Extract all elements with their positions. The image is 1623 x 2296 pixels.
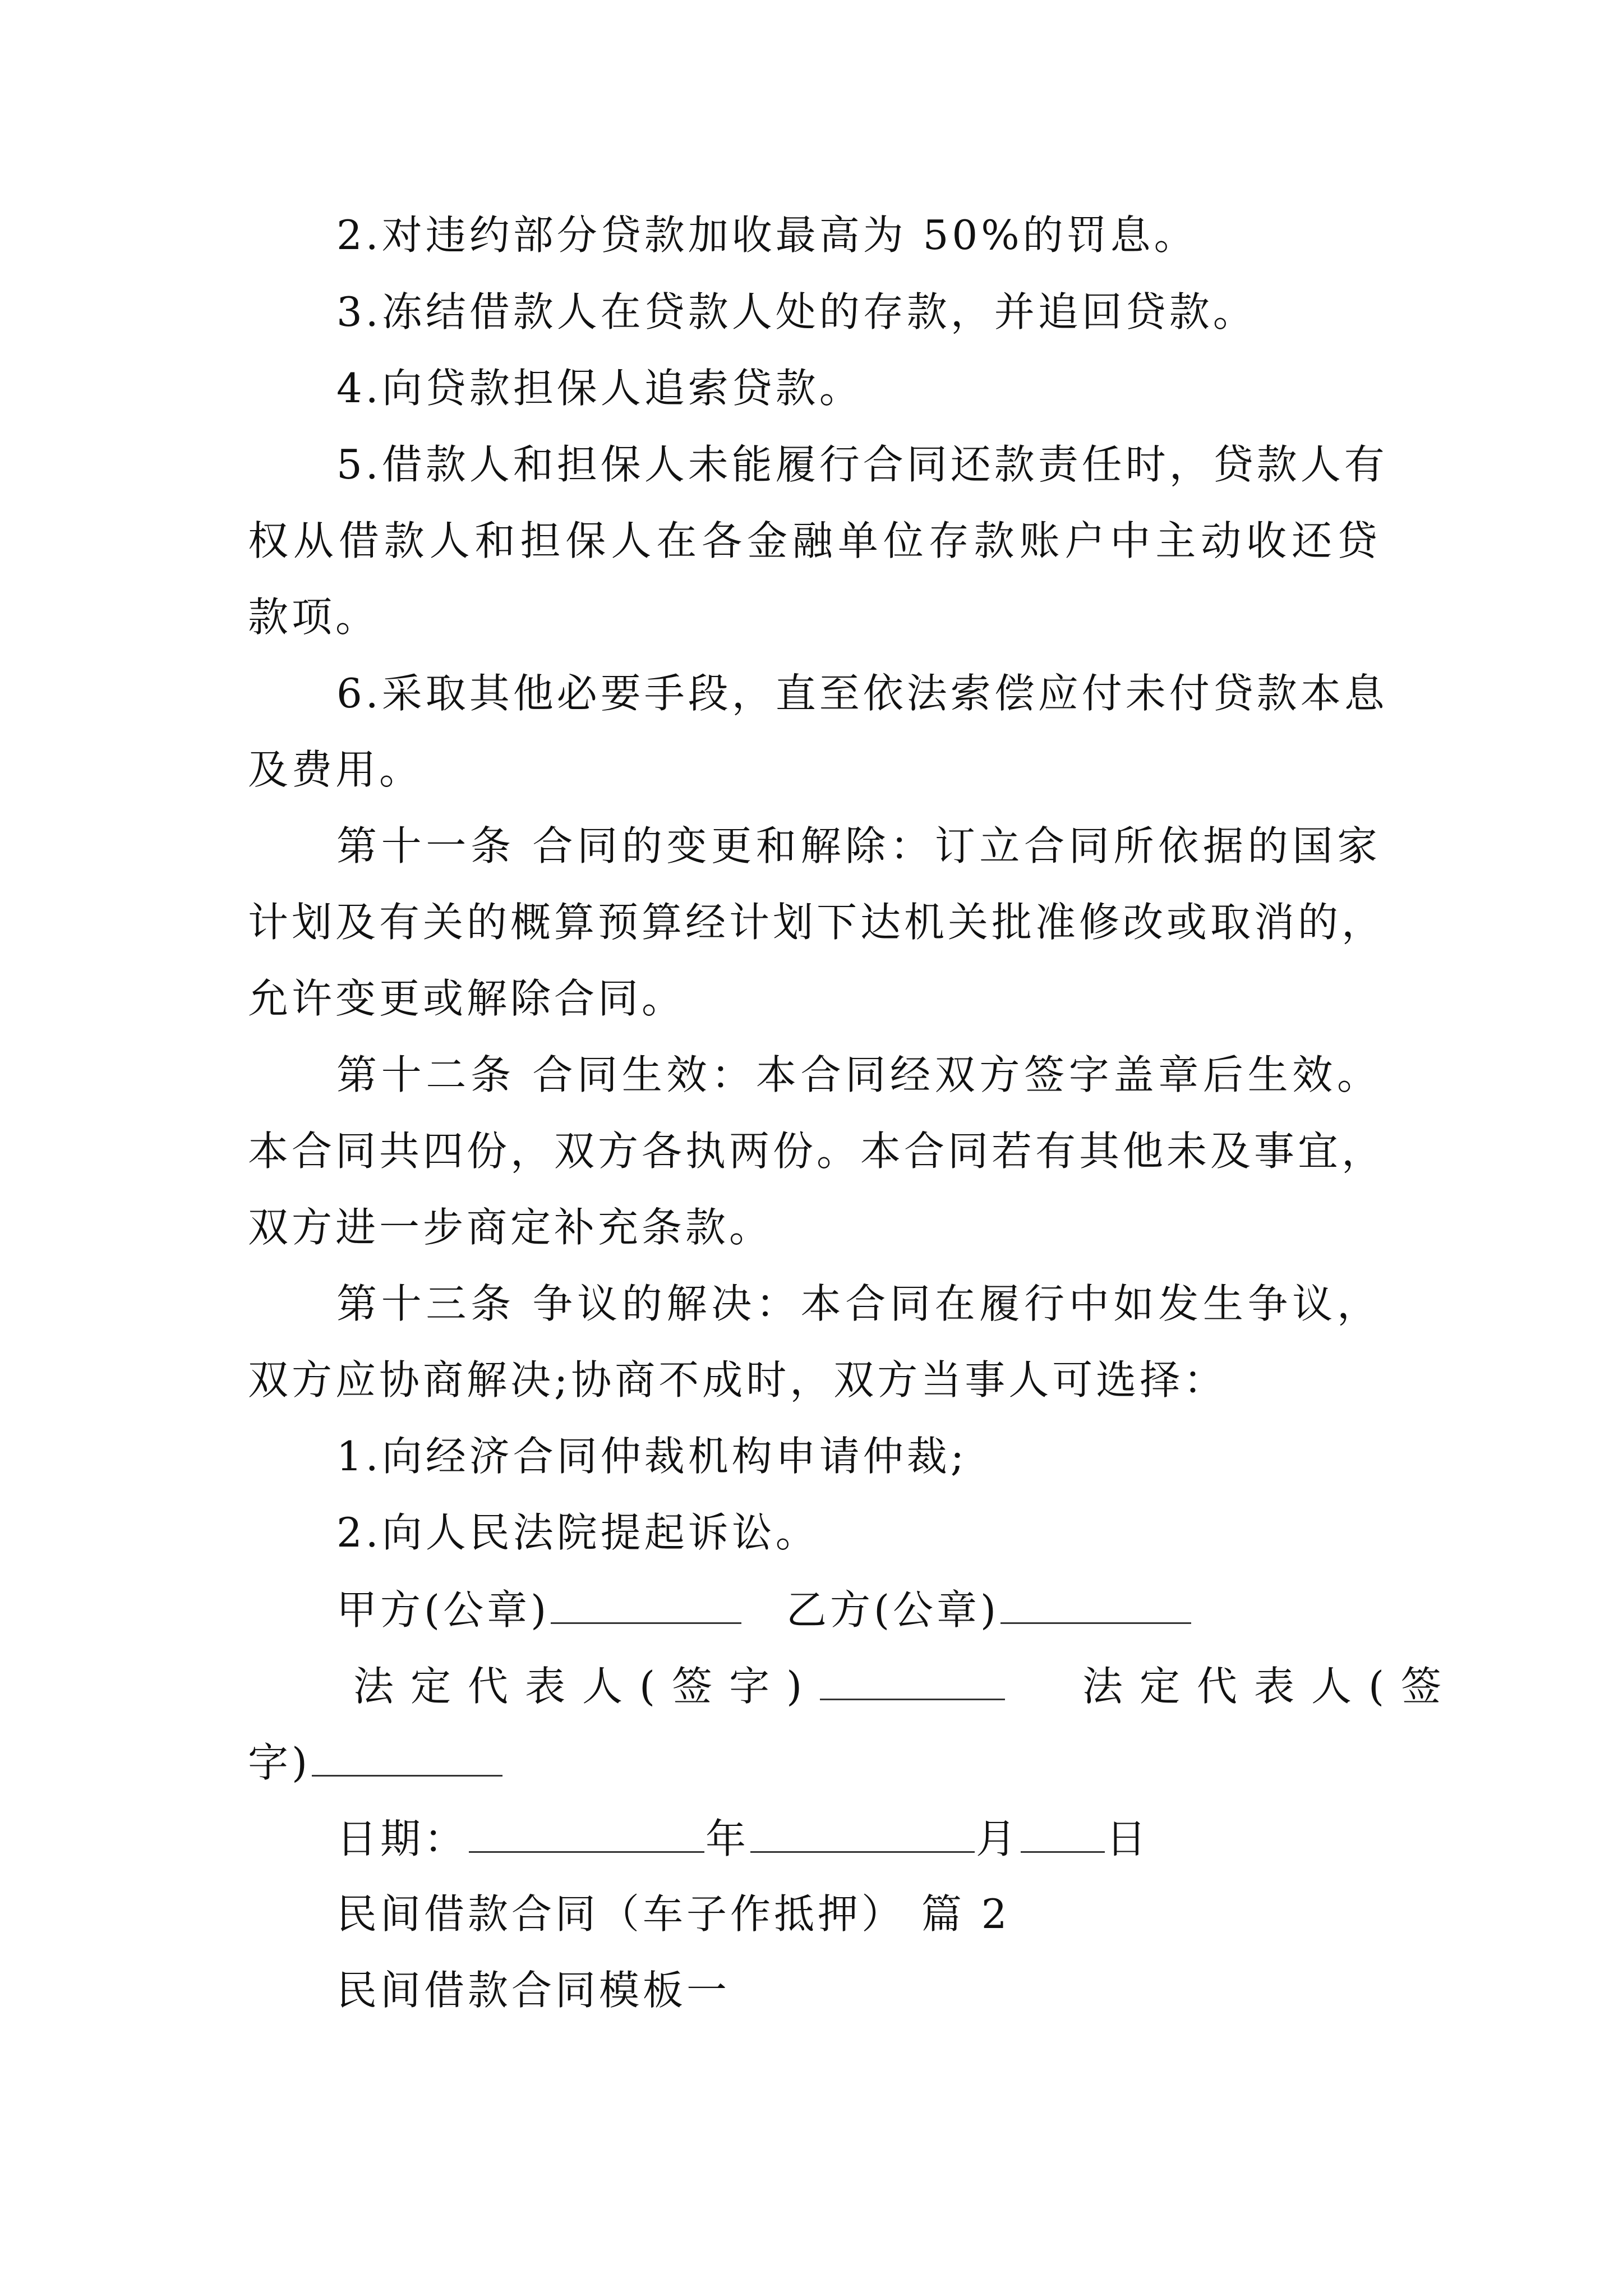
day-blank [1021,1812,1105,1853]
clause-10-item-5-line-1: 5.借款人和担保人未能履行合同还款责任时，贷款人有 [336,441,1388,488]
clause-10-item-6-line-2: 及费用。 [248,746,423,793]
rep-b-signature-blank [312,1736,502,1777]
party-a-seal-blank [551,1583,741,1624]
clause-13-line-2: 双方应协商解决;协商不成时，双方当事人可选择： [248,1356,1228,1404]
clause-13-option-1: 1.向经济合同仲裁机构申请仲裁; [336,1433,967,1480]
party-b-seal-blank [1000,1583,1191,1624]
clause-13-option-2: 2.向人民法院提起诉讼。 [336,1509,819,1556]
day-label: 日 [1106,1815,1150,1862]
clause-13-line-1: 第十三条 争议的解决：本合同在履行中如发生争议， [336,1280,1381,1327]
clause-10-item-5-line-3: 款项。 [248,593,380,641]
date-label: 日期： [336,1815,468,1862]
clause-12-line-2: 本合同共四份，双方各执两份。本合同若有其他未及事宜， [248,1128,1386,1175]
clause-10-item-3: 3.冻结借款人在贷款人处的存款，并追回贷款。 [336,288,1257,335]
clause-11-line-3: 允许变更或解除合同。 [248,975,686,1022]
representative-signature-row [353,1659,1458,1711]
clause-12-line-3: 双方进一步商定补充条款。 [248,1204,773,1251]
month-label: 月 [976,1815,1020,1862]
section-title: 民间借款合同（车子作抵押） 篇 2 [336,1890,1011,1938]
party-signature-row [336,1583,1192,1635]
clause-10-item-5-line-2: 权从借款人和担保人在各金融单位存款账户中主动收还贷 [248,517,1381,564]
year-blank [469,1812,704,1853]
clause-12-line-1: 第十二条 合同生效：本合同经双方签字盖章后生效。 [336,1051,1381,1098]
clause-11-line-2: 计划及有关的概算预算经计划下达机关批准修改或取消的， [248,899,1386,946]
rep-b-label-end: 字) [248,1739,311,1786]
party-b-label: 乙方(公章) [786,1586,1000,1634]
template-title: 民间借款合同模板一 [336,1967,731,2014]
clause-10-item-2: 2.对违约部分贷款加收最高为 50%的罚息。 [336,211,1198,259]
date-row [336,1812,1150,1864]
rep-a-signature-blank [820,1659,1005,1700]
clause-10-item-6-line-1: 6.采取其他必要手段，直至依法索偿应付未付贷款本息 [336,670,1388,717]
clause-11-line-1: 第十一条 合同的变更和解除：订立合同所依据的国家 [336,822,1381,869]
rep-b-label-start: 法定代表人(签 [1082,1663,1459,1710]
rep-a-label: 法定代表人(签字) [353,1663,819,1710]
month-blank [750,1812,975,1853]
representative-signature-row-cont [248,1736,504,1787]
clause-10-item-4: 4.向贷款担保人追索贷款。 [336,365,863,412]
party-a-label: 甲方(公章) [336,1586,550,1634]
year-label: 年 [706,1815,750,1862]
